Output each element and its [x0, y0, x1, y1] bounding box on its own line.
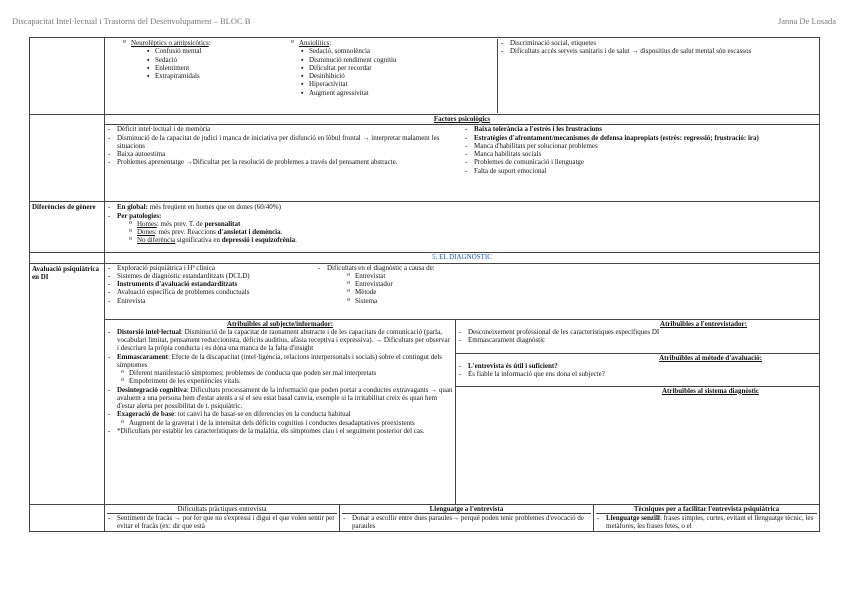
eval-methods — [105, 264, 315, 319]
subject-title: Atribuïbles al subjecte/informador: — [226, 319, 334, 328]
list-item: - *Dificultats per establir les característiques de la malaltia, els símptomes clau i el seguiment posterior del cas. — [117, 427, 453, 435]
list-item: ▪ Augment agressivitat — [309, 89, 495, 97]
list-item: - L'entrevista és útil i suficient? — [468, 362, 817, 370]
medication-row — [30, 38, 819, 115]
list-item: ▪ Dificultat per recordar — [309, 64, 495, 72]
interview-techniques: Tècniques per a facilitar l'entrevista psiquiàtrica - Llenguatge senzill: frases simples, curtes, evitant el llenguatge tècnic, les metàfores, les frases fetes, o el — [594, 505, 819, 531]
list-item: - Discriminació social, etiquetes — [510, 39, 815, 47]
psych-right — [462, 125, 819, 201]
list-item: o Augment de la gravetat i de la intensitat dels dèficits cognitius i conductes desadaptatives preexistents — [129, 419, 453, 427]
list-item: o Diferent manifestació símptomes; problemes de conducta que poden ser mal interpretats — [129, 369, 453, 377]
list-item: ▪ Enlentiment — [155, 64, 285, 72]
list-item: ▪ Desinhibició — [309, 72, 495, 80]
header-title: Discapacitat Intel·lectual i Trastorns del Desenvolupament – BLOC B — [12, 16, 251, 26]
list-item: - Avaluació específica de problemes conductuals — [117, 288, 313, 296]
list-item: - En global: més freqüent en homes que en dones (60/40%) — [117, 203, 817, 211]
list-item: - Desintegració cognitiva: Dificultats processament de la informació que poden portar a conductes extravagants → quan avaluem a una persona hem d'estar atents a si el seu estat basal canvia, exemple si la irritabilitat creix és quan hem d'estar alerta per possibilitat de t. psiquiàtric. — [117, 386, 453, 411]
list-item: o Sistema — [355, 297, 817, 305]
list-item: - Per patologies: o Homes: més prev. T. de personalitat o Dones: més prev. Reaccions d'ansietat i demència. o No diferència significativa en depressió i esquizofrènia. — [117, 212, 817, 245]
list-item: - Distorsió intel·lectual: Disminució de la capacitat de raonament abstracte i de les capacitats de comunicació (parla, vocabulari limitat, pensament reduccionista, dèficits auditius, afàsia receptiva i expressiva). → Dificultats per observar i descriure la pròpia conducta i es dóna una manca de la falta d'insight — [117, 328, 453, 353]
list-item: ▪ Hiperactivitat — [309, 80, 495, 88]
eval-row — [30, 264, 819, 505]
list-item: ▪ Sedació — [155, 56, 285, 64]
practical-difficulties: Dificultats pràctiques entrevista - Sentiment de fracàs → por fer que no s'expressi i digui el que volen sentir per evitar el fracàs (ex: dir que està — [105, 505, 340, 531]
subject-cell — [105, 320, 456, 504]
list-item: ▪ Sedació, somnolència — [309, 47, 495, 55]
anxiolytics-title: Ansiolítics — [299, 39, 330, 47]
list-item: o Dones: més prev. Reaccions d'ansietat i demència. — [137, 228, 817, 236]
list-item: o No diferència significativa en depressió i esquizofrènia. — [137, 236, 817, 244]
psych-title: Factors psicològics — [105, 115, 819, 125]
section-title: 5. EL DIAGNÒSTIC — [432, 253, 492, 262]
list-item: o Entrevistador — [355, 280, 817, 288]
list-item: - Sistemes de diagnòstic estandarditzats (DCLD) — [117, 272, 313, 280]
list-item: - Estratègies d'afrontament/mecanismes de defensa inapropiats (estrès: regressió; frustració: ira) — [474, 134, 817, 142]
gender-row — [30, 202, 819, 253]
anxiolytics-cell: o Ansiolítics: ▪ Sedació, somnolència ▪ Disminució rendiment cognitiu ▪ Dificultat per recordar ▪ Desinhibició ▪ Hiperactivitat ▪ Augment agressivitat — [287, 39, 497, 113]
list-item: - Falta de suport emocional — [474, 167, 817, 175]
list-item: - Baixa tolerància a l'estrès i les frustracions — [474, 125, 817, 133]
neuroleptics-cell: o Neurolèptics o antipsicòtics: ▪ Confusió mental ▪ Sedació ▪ Enlentiment ▪ Extrapiramidals — [107, 39, 287, 113]
list-item: o Empobriment de les experiències vitals. — [129, 377, 453, 385]
list-item: - Sentiment de fracàs → por fer que no s'expressi i digui el que volen sentir per evitar el fracàs (ex: dir que està — [117, 514, 337, 531]
psych-left — [105, 125, 462, 201]
header-author: Janna De Losada — [777, 16, 836, 26]
content-table — [29, 37, 820, 532]
list-item: - Exploració psiquiàtrica i Hª clínica — [117, 264, 313, 272]
list-item: ▪ Disminució rendiment cognitiu — [309, 56, 495, 64]
list-item: o Entrevistat — [355, 272, 817, 280]
interview-row — [30, 505, 819, 531]
list-item: - Baixa autoestima — [117, 150, 460, 158]
page-header — [12, 16, 836, 28]
psych-row — [30, 115, 819, 202]
list-item: - Manca d'habilitats per solucionar problemes — [474, 142, 817, 150]
list-item: - Entrevista — [117, 297, 313, 305]
list-item: o Mètode — [355, 288, 817, 296]
list-item: - Manca habilitats socials — [474, 150, 817, 158]
list-item: ▪ Confusió mental — [155, 47, 285, 55]
list-item: o Homes: més prev. T. de personalitat — [137, 220, 817, 228]
list-item: - Problemes de comunicació i llenguatge — [474, 158, 817, 166]
other-attributions — [456, 320, 819, 504]
gender-label: Diferències de gènere — [30, 202, 105, 252]
list-item: - Problemes aprenentatge →Dificultat per la resolució de problemes a través del pensament abstracte. — [117, 158, 460, 166]
list-item: - Emmascarament diagnòstic — [468, 336, 817, 344]
eval-label: Avaluació psiquiàtrica en DI — [30, 264, 105, 504]
list-item: - Donar a escollir entre dues paraules→ perquè poden tenir problemes d'evocació de paraules — [352, 514, 591, 531]
neuroleptics-title: Neurolèptics o antipsicòtics — [131, 39, 209, 47]
social-cell — [497, 39, 817, 113]
list-item: ▪ Extrapiramidals — [155, 72, 285, 80]
list-item: - Instruments d'avaluació estandarditzats — [117, 280, 313, 288]
list-item: - Dificultats accés serveis sanitaris i de salut → dispositius de salut mental són escassos — [510, 47, 815, 55]
list-item: - Dificultats en el diagnòstic a causa de: o Entrevistat o Entrevistador o Mètode o Sistema — [327, 264, 817, 305]
list-item: - Dèficit intel·lectual i de memòria — [117, 125, 460, 133]
interview-language: Llenguatge a l'entrevista - Donar a escollir entre dues paraules→ perquè poden tenir problemes d'evocació de paraules — [340, 505, 594, 531]
eval-difficulties — [315, 264, 819, 319]
method-title: Atribuïbles al mètode d'avaluació: — [659, 353, 762, 362]
list-item: - Exageració de base: tot canvi ha de basar-se en diferencies en la conducta habitual o Augment de la gravetat i de la intensitat dels dèficits cognitius i conductes desadaptatives preexistents — [117, 410, 453, 427]
list-item: - És fiable la informació que ens dona el subjecte? — [468, 370, 817, 378]
list-item: - Emmascarament: Efecte de la discapacitat (intel·ligència, relacions interpersonals i socials) sobre el contingut dels símptomes o Diferent manifestació símptomes; problemes de conducta que poden ser mal interpretats o Empobriment de les experiències vitals. — [117, 353, 453, 386]
list-item: - Disminució de la capacitat de judici i manca de iniciativa per disfunció en lòbul frontal → interpretar malament les situacions — [117, 134, 460, 151]
system-title: Atribuïbles al sistema diagnòstic — [661, 386, 759, 395]
section-row — [30, 253, 819, 263]
list-item: - Llenguatge senzill: frases simples, curtes, evitant el llenguatge tècnic, les metàfores, les frases fetes, o el — [606, 514, 817, 531]
row-label — [30, 38, 105, 114]
interviewer-title: Atribuïbles a l'entrevistador: — [660, 319, 747, 328]
list-item: - Desconeixement professional de les característiques específiques DI — [468, 328, 817, 336]
